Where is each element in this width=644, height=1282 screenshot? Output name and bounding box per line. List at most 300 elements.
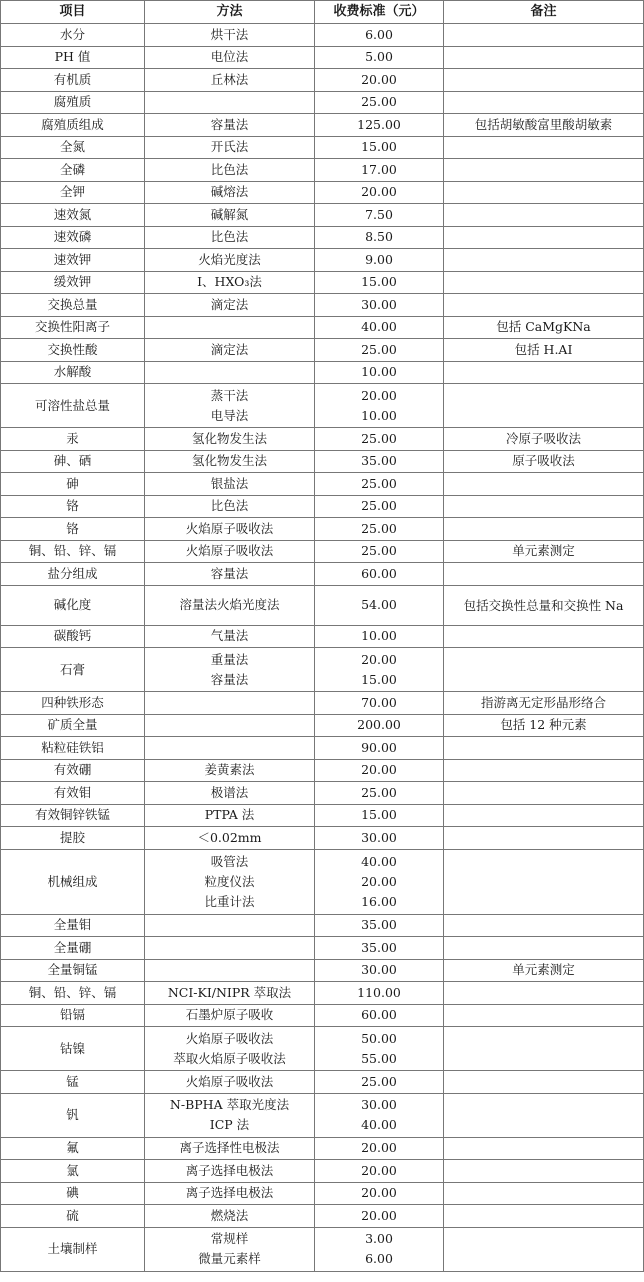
method-cell <box>145 1160 315 1183</box>
header-note: 备注 <box>444 1 644 24</box>
item-cell: 氯 <box>1 1160 145 1183</box>
note-cell <box>444 384 644 428</box>
item-cell: 机械组成 <box>1 849 145 914</box>
item-cell: 盐分组成 <box>1 563 145 586</box>
method-cell <box>145 1137 315 1160</box>
item-cell: 全量硼 <box>1 937 145 960</box>
method-cell <box>145 759 315 782</box>
method-text: 火焰原子吸收法 <box>185 1073 274 1089</box>
price-text: 30.00 <box>361 296 397 312</box>
price-cell <box>315 495 444 518</box>
price-text: 35.00 <box>361 917 397 933</box>
method-cell <box>145 1182 315 1205</box>
table-row <box>1 1137 644 1160</box>
item-cell: 铜、铅、锌、镉 <box>1 540 145 563</box>
method-cell <box>145 361 315 384</box>
price-text: 50.00 <box>361 1030 397 1046</box>
table-row <box>1 339 644 362</box>
price-cell <box>315 294 444 317</box>
price-text: 200.00 <box>357 717 401 733</box>
price-cell <box>315 204 444 227</box>
item-cell: 速效钾 <box>1 249 145 272</box>
price-cell <box>315 136 444 159</box>
price-cell <box>315 24 444 47</box>
item-cell: 砷、硒 <box>1 450 145 473</box>
item-cell: 钴镍 <box>1 1027 145 1071</box>
table-row <box>1 849 644 914</box>
price-cell <box>315 361 444 384</box>
price-text: 40.00 <box>361 319 397 335</box>
price-text: 5.00 <box>365 49 393 65</box>
item-cell: 腐殖质组成 <box>1 114 145 137</box>
note-cell <box>444 1004 644 1027</box>
note-cell <box>444 1205 644 1228</box>
method-text: 氢化物发生法 <box>191 453 267 469</box>
method-text: ＜0.02mm <box>197 829 262 845</box>
note-cell <box>444 495 644 518</box>
note-cell <box>444 625 644 648</box>
note-cell <box>444 1227 644 1271</box>
price-text: 8.50 <box>365 229 393 245</box>
note-cell: 包括交换性总量和交换性 Na <box>444 585 644 625</box>
method-cell <box>145 1227 315 1271</box>
price-cell <box>315 316 444 339</box>
price-text: 20.00 <box>361 71 397 87</box>
method-cell <box>145 937 315 960</box>
price-cell <box>315 46 444 69</box>
method-cell <box>145 159 315 182</box>
item-cell: 矿质全量 <box>1 714 145 737</box>
price-text: 15.00 <box>361 671 397 687</box>
note-cell <box>444 937 644 960</box>
note-cell <box>444 1182 644 1205</box>
method-text: NCI-KI/NIPR 萃取法 <box>167 984 292 1000</box>
method-cell <box>145 714 315 737</box>
note-cell <box>444 648 644 692</box>
price-cell <box>315 959 444 982</box>
method-cell <box>145 428 315 451</box>
header-row <box>1 1 644 24</box>
note-cell <box>444 1027 644 1071</box>
item-cell: 交换性阳离子 <box>1 316 145 339</box>
note-cell <box>444 249 644 272</box>
item-cell: 汞 <box>1 428 145 451</box>
price-text: 6.00 <box>365 1251 393 1266</box>
method-text: 容量法 <box>210 565 249 581</box>
table-row <box>1 1160 644 1183</box>
item-cell: 交换总量 <box>1 294 145 317</box>
method-text: 滴定法 <box>210 296 249 312</box>
price-text: 20.00 <box>361 1207 397 1223</box>
method-cell <box>145 982 315 1005</box>
table-row <box>1 428 644 451</box>
price-text: 40.00 <box>361 1117 397 1132</box>
note-cell <box>444 136 644 159</box>
method-cell <box>145 959 315 982</box>
method-text: 石墨炉原子吸收 <box>185 1007 274 1023</box>
price-cell <box>315 540 444 563</box>
method-text: 离子选择电极法 <box>185 1162 274 1178</box>
method-cell <box>145 136 315 159</box>
price-cell <box>315 114 444 137</box>
price-text: 35.00 <box>361 453 397 469</box>
method-cell <box>145 737 315 760</box>
price-cell <box>315 849 444 914</box>
note-cell <box>444 473 644 496</box>
table-row <box>1 1182 644 1205</box>
table-row <box>1 827 644 850</box>
table-row <box>1 316 644 339</box>
method-cell <box>145 804 315 827</box>
item-cell: 全钾 <box>1 181 145 204</box>
item-cell: 有效铜锌铁锰 <box>1 804 145 827</box>
price-cell <box>315 804 444 827</box>
item-cell: PH 值 <box>1 46 145 69</box>
method-cell <box>145 585 315 625</box>
price-cell <box>315 1093 444 1137</box>
table-row <box>1 473 644 496</box>
method-cell <box>145 46 315 69</box>
note-cell <box>444 804 644 827</box>
table-row <box>1 294 644 317</box>
method-text: 比色法 <box>210 498 249 514</box>
item-cell: 四种铁形态 <box>1 692 145 715</box>
note-cell <box>444 759 644 782</box>
method-text: 燃烧法 <box>210 1207 249 1223</box>
price-text: 20.00 <box>361 1162 397 1178</box>
note-cell <box>444 1137 644 1160</box>
item-cell: 砷 <box>1 473 145 496</box>
method-cell <box>145 1004 315 1027</box>
price-cell <box>315 759 444 782</box>
item-cell: 全量钼 <box>1 914 145 937</box>
table-row <box>1 91 644 114</box>
method-cell <box>145 563 315 586</box>
price-text: 55.00 <box>361 1050 397 1066</box>
price-cell <box>315 91 444 114</box>
price-text: 20.00 <box>361 387 397 403</box>
note-cell <box>444 46 644 69</box>
table-row <box>1 1205 644 1228</box>
method-text: 电导法 <box>210 407 249 423</box>
price-text: 20.00 <box>361 873 397 889</box>
price-text: 125.00 <box>357 116 401 132</box>
price-text: 25.00 <box>361 498 397 514</box>
price-text: 25.00 <box>361 341 397 357</box>
price-cell <box>315 1160 444 1183</box>
item-cell: 氟 <box>1 1137 145 1160</box>
method-text: 萃取火焰原子吸收法 <box>173 1050 286 1066</box>
table-row <box>1 114 644 137</box>
method-cell <box>145 114 315 137</box>
note-cell <box>444 91 644 114</box>
method-cell <box>145 648 315 692</box>
note-cell <box>444 518 644 541</box>
item-cell: 腐殖质 <box>1 91 145 114</box>
method-text: 开氏法 <box>210 139 249 155</box>
method-text: 火焰原子吸收法 <box>185 520 274 536</box>
price-cell <box>315 518 444 541</box>
price-text: 6.00 <box>365 26 393 42</box>
price-cell <box>315 339 444 362</box>
price-text: 16.00 <box>361 893 397 909</box>
method-cell <box>145 271 315 294</box>
note-cell <box>444 914 644 937</box>
price-cell <box>315 937 444 960</box>
method-text: 火焰原子吸收法 <box>185 1030 274 1046</box>
table-row <box>1 937 644 960</box>
method-cell <box>145 473 315 496</box>
price-cell <box>315 181 444 204</box>
price-cell <box>315 827 444 850</box>
price-text: 90.00 <box>361 739 397 755</box>
method-text: 烘干法 <box>210 26 249 42</box>
price-text: 15.00 <box>361 139 397 155</box>
method-cell <box>145 914 315 937</box>
price-text: 20.00 <box>361 762 397 778</box>
item-cell: 可溶性盐总量 <box>1 384 145 428</box>
table-row <box>1 540 644 563</box>
price-cell <box>315 1227 444 1271</box>
method-text: 离子选择性电极法 <box>179 1140 280 1156</box>
header-method: 方法 <box>145 1 315 24</box>
method-text: 离子选择电极法 <box>185 1185 274 1201</box>
table-row <box>1 648 644 692</box>
note-cell <box>444 782 644 805</box>
table-row <box>1 450 644 473</box>
method-cell <box>145 540 315 563</box>
item-cell: 粘粒硅铁铝 <box>1 737 145 760</box>
method-text: 粒度仪法 <box>204 873 255 889</box>
price-text: 17.00 <box>361 161 397 177</box>
table-row <box>1 563 644 586</box>
item-cell: 锰 <box>1 1071 145 1094</box>
item-cell: 铬 <box>1 495 145 518</box>
price-text: 20.00 <box>361 184 397 200</box>
note-cell <box>444 563 644 586</box>
price-text: 25.00 <box>361 1073 397 1089</box>
note-cell <box>444 181 644 204</box>
method-cell <box>145 181 315 204</box>
price-cell <box>315 159 444 182</box>
method-cell <box>145 450 315 473</box>
method-text: 火焰原子吸收法 <box>185 543 274 559</box>
note-cell: 包括胡敏酸富里酸胡敏素 <box>444 114 644 137</box>
price-text: 70.00 <box>361 694 397 710</box>
price-text: 20.00 <box>361 1185 397 1201</box>
item-cell: 碱化度 <box>1 585 145 625</box>
price-text: 7.50 <box>365 206 393 222</box>
table-row <box>1 361 644 384</box>
table-row <box>1 1071 644 1094</box>
table-row <box>1 1027 644 1071</box>
item-cell: 速效氮 <box>1 204 145 227</box>
method-cell <box>145 827 315 850</box>
note-cell: 指游离无定形晶形络合 <box>444 692 644 715</box>
table-row <box>1 204 644 227</box>
table-row <box>1 692 644 715</box>
method-text: 容量法 <box>210 671 249 687</box>
price-cell <box>315 226 444 249</box>
price-text: 54.00 <box>361 597 397 612</box>
price-cell <box>315 692 444 715</box>
method-cell <box>145 316 315 339</box>
table-row <box>1 585 644 625</box>
note-cell <box>444 271 644 294</box>
method-cell <box>145 204 315 227</box>
method-text: 气量法 <box>210 628 249 644</box>
price-cell <box>315 648 444 692</box>
table-row <box>1 804 644 827</box>
method-cell <box>145 1071 315 1094</box>
method-text: 微量元素样 <box>198 1251 261 1266</box>
method-text: 火焰光度法 <box>198 251 261 267</box>
price-text: 3.00 <box>365 1231 393 1246</box>
item-cell: 铜、铅、锌、镉 <box>1 982 145 1005</box>
price-cell <box>315 1137 444 1160</box>
method-text: 常规样 <box>210 1231 249 1246</box>
table-row <box>1 518 644 541</box>
method-cell <box>145 692 315 715</box>
table-row <box>1 1227 644 1271</box>
table-row <box>1 982 644 1005</box>
price-cell <box>315 249 444 272</box>
method-text: 电位法 <box>210 49 249 65</box>
note-cell: 冷原子吸收法 <box>444 428 644 451</box>
note-cell: 单元素测定 <box>444 959 644 982</box>
table-row <box>1 24 644 47</box>
method-text: 溶量法火焰光度法 <box>179 597 280 612</box>
method-cell <box>145 625 315 648</box>
price-text: 15.00 <box>361 274 397 290</box>
method-cell <box>145 1027 315 1071</box>
table-row <box>1 136 644 159</box>
price-text: 30.00 <box>361 962 397 978</box>
method-text: ICP 法 <box>209 1117 250 1132</box>
table-row <box>1 271 644 294</box>
note-cell: 包括 H.AI <box>444 339 644 362</box>
note-cell: 原子吸收法 <box>444 450 644 473</box>
item-cell: 全氮 <box>1 136 145 159</box>
table-row <box>1 782 644 805</box>
price-cell <box>315 428 444 451</box>
method-cell <box>145 24 315 47</box>
note-cell <box>444 361 644 384</box>
note-cell: 包括 CaMgKNa <box>444 316 644 339</box>
price-cell <box>315 473 444 496</box>
price-cell <box>315 585 444 625</box>
method-cell <box>145 69 315 92</box>
item-cell: 交换性酸 <box>1 339 145 362</box>
method-text: 碱熔法 <box>210 184 249 200</box>
item-cell: 石膏 <box>1 648 145 692</box>
method-text: 姜黄素法 <box>204 762 255 778</box>
price-cell <box>315 737 444 760</box>
price-text: 10.00 <box>361 364 397 380</box>
header-item: 项目 <box>1 1 145 24</box>
method-text: N-BPHA 萃取光度法 <box>169 1097 290 1112</box>
table-row <box>1 384 644 428</box>
table-row <box>1 625 644 648</box>
item-cell: 碳酸钙 <box>1 625 145 648</box>
method-cell <box>145 518 315 541</box>
method-text: 丘林法 <box>210 71 249 87</box>
item-cell: 全磷 <box>1 159 145 182</box>
price-text: 40.00 <box>361 853 397 869</box>
method-cell <box>145 849 315 914</box>
price-cell <box>315 1027 444 1071</box>
note-cell: 单元素测定 <box>444 540 644 563</box>
method-text: 比色法 <box>210 161 249 177</box>
price-text: 25.00 <box>361 430 397 446</box>
price-text: 25.00 <box>361 543 397 559</box>
price-cell <box>315 384 444 428</box>
price-cell <box>315 1182 444 1205</box>
method-cell <box>145 782 315 805</box>
method-text: 极谱法 <box>210 784 249 800</box>
item-cell: 有效钼 <box>1 782 145 805</box>
price-text: 15.00 <box>361 807 397 823</box>
item-cell: 有机质 <box>1 69 145 92</box>
item-cell: 钒 <box>1 1093 145 1137</box>
price-cell <box>315 271 444 294</box>
method-cell <box>145 339 315 362</box>
method-text: 银盐法 <box>210 475 249 491</box>
table-row <box>1 1004 644 1027</box>
method-text: 比色法 <box>210 229 249 245</box>
price-cell <box>315 69 444 92</box>
price-cell <box>315 563 444 586</box>
price-text: 20.00 <box>361 1140 397 1156</box>
price-cell <box>315 982 444 1005</box>
table-row <box>1 737 644 760</box>
note-cell <box>444 1160 644 1183</box>
method-text: 比重计法 <box>204 893 255 909</box>
table-row <box>1 495 644 518</box>
item-cell: 铬 <box>1 518 145 541</box>
method-text: 氢化物发生法 <box>191 430 267 446</box>
price-text: 25.00 <box>361 94 397 110</box>
price-cell <box>315 625 444 648</box>
price-text: 60.00 <box>361 565 397 581</box>
price-cell <box>315 1071 444 1094</box>
table-row <box>1 1093 644 1137</box>
price-text: 25.00 <box>361 784 397 800</box>
price-cell <box>315 782 444 805</box>
note-cell <box>444 24 644 47</box>
note-cell <box>444 1093 644 1137</box>
item-cell: 硫 <box>1 1205 145 1228</box>
note-cell <box>444 294 644 317</box>
price-text: 25.00 <box>361 520 397 536</box>
item-cell: 缓效钾 <box>1 271 145 294</box>
method-text: PTPA 法 <box>204 807 255 823</box>
method-cell <box>145 1205 315 1228</box>
method-cell <box>145 294 315 317</box>
note-cell <box>444 226 644 249</box>
method-text: 吸管法 <box>210 853 249 869</box>
table-row <box>1 181 644 204</box>
price-cell <box>315 914 444 937</box>
note-cell <box>444 1071 644 1094</box>
table-row <box>1 714 644 737</box>
item-cell: 速效磷 <box>1 226 145 249</box>
method-cell <box>145 1093 315 1137</box>
price-text: 10.00 <box>361 628 397 644</box>
price-text: 10.00 <box>361 407 397 423</box>
method-text: 滴定法 <box>210 341 249 357</box>
item-cell: 铅镉 <box>1 1004 145 1027</box>
